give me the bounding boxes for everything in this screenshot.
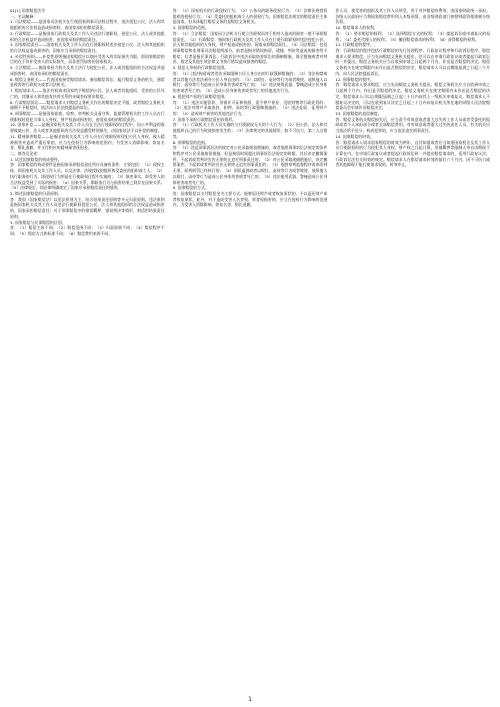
paragraph: 9. 刑事赔偿——是指国家侦查、检察、审判机关及看守所、监狱管理机关的工作人员在行使职权时侵犯当事人人身权、财产权造成损害的，由国家承担的赔偿责任。	[10, 110, 165, 122]
paragraph: 答：国家赔偿以支付赔偿金为主要方式。能够返还财产或者恢复原状的，予以返还财产或者恢复原状。此外，对于造成受害人名誉权、荣誉权损害的，应当在侵权行为影响的范围内，为受害人消除影响、恢复名誉、赔礼道歉。	[172, 191, 328, 208]
paragraph: 作人员，使受害的组织及其工作人员所受、用于对外赔偿的费用，由国家财政统一承担。各级人民政府应当将国家赔偿费用列入本级预算，由各级财政部门按照财政管理体制分级负担。	[335, 8, 491, 25]
paragraph: 答：（1）要求赔偿的权利；（2）选择赔偿方式的权利；（3）提起诉讼或申请复议的权利；（4）委托代理人的权利；（5）撤回赔偿请求的权利；（6）获得赔偿的权利。	[335, 30, 491, 42]
paragraph: 答：（1）违法拘留或者违法采取限制公民人身自由的行政强制措施的；（2）非法拘禁或者以其他方法非法剥夺公民人身自由的；（3）以殴打、虐待等行为或者唆使、放纵他人以殴打、虐待等行为造成公民身体伤害或者死亡的；（4）违法使用武器、警械造成公民身体伤害或者死亡的；（5）造成公民身体伤害或者死亡的其他违法行为。	[172, 70, 328, 94]
paragraph: 3. 国家赔偿责任——国家机关及其工作人员在行使职权时违法侵犯公民、法人和其他组织的合法权益造成损害的，国家应当承担的赔偿责任。	[10, 42, 165, 54]
column-1	[10, 8, 165, 696]
paragraph: 答：我国《国家赔偿法》以违法原则为主，结合结果责任原则等多元归责原则。违法原则是指国家机关及其工作人员违法行使职权侵犯公民、法人和其他组织的合法权益造成损害的，国家承担赔偿责任；对于刑事赔偿中的错误羁押、错误判决等情形，则适用结果责任原则。	[10, 196, 165, 219]
paragraph: 答：（1）立法赔偿：国家因立法机关行使立法职权而对于相对人造成的损害一般不承担赔偿责任。（2）行政赔偿：指国家行政机关及其工作人员在行使行政职权时违法侵犯公民、法人和其他组织的人身权、财产权造成损害的，国家承担赔偿责任。（3）司法赔偿：包括刑事赔偿和非刑事司法赔偿两部分，前者是指对错误拘留、逮捕、判决等造成的损害给予赔偿；后者是指民事诉讼、行政诉讼中违法采取妨害诉讼的强制措施、保全措施或者对判决、裁定及其他生效法律文书执行错误造成损害的赔偿。	[172, 30, 328, 65]
paragraph: 5. 侵犯人身权的行政赔偿范围。	[172, 65, 229, 71]
paragraph: 二、简答及论述：	[10, 150, 42, 156]
paragraph: 答：（1）违法实施罚款、吊销许可证和执照、责令停产停业、没收财物等行政处罚的；（2）违法对财产采取查封、扣押、冻结等行政强制措施的；（3）违法征收、征用财产的；（4）造成财产损害的其他违法行为。	[172, 99, 328, 116]
paragraph: 1. 试述国家赔偿的构成要件。	[10, 156, 62, 162]
text-columns	[10, 8, 490, 696]
paragraph: 7. 赔偿请求人——依法有权请求国家给予赔偿的公民、法人或者其他组织，受害的公民死亡的，其继承人和其他有扶养关系的亲属有权要求赔偿。	[10, 88, 165, 99]
page-number: 1	[248, 696, 252, 703]
paragraph: 7. 国家不承担行政赔偿责任的情形。	[172, 116, 236, 122]
paragraph: 4. 补偿性原则——补偿性原则指国家赔偿应以填补受害人的实际损失为限，即国家赔偿的目的在于弥补受害人的实际损失，而非惩罚加害的国家机关。	[10, 53, 165, 65]
paragraph: 2. 简述国家赔偿的归责原则。	[10, 191, 62, 196]
column-3	[335, 8, 490, 696]
paragraph: 答：（1）赔偿主体不同；（2）赔偿范围不同；（3）归责原则不同；（4）赔偿程序不同；（5）赔偿方式和标准不同；（6）赔偿费用来源不同。	[10, 225, 165, 237]
paragraph: 2. 行政赔偿——是指国家行政机关及其工作人员违法行使职权，侵犯公民、法人或其他组织的合法权益并造成损害，由国家承担的赔偿责任。	[10, 30, 165, 42]
paragraph: 答：赔偿请求人请求国家赔偿的时效为两年，自其知道或者应当知道国家机关及其工作人员行使职权时的行为侵犯其人身权、财产权之日起计算，但被羁押等限制人身自由期间不计算在内。在申请行政复议或者提起行政诉讼时一并提出赔偿请求的，适用行政复议法、行政诉讼法有关时效的规定。赔偿请求人在赔偿请求时效的最后六个月内，因不可抗力或者其他障碍不能行使请求权的，时效中止。	[335, 139, 491, 168]
paragraph: 12. 刑事赔偿的程序。	[335, 76, 374, 82]
paragraph: 一、名词解释：	[10, 13, 38, 19]
paragraph: 10. 赔偿请求人的权利。	[335, 25, 378, 31]
paragraph: 答：国家赔偿的构成要件是指国家承担赔偿责任所应具备的条件，主要包括：（1）侵权主体，即国家机关及其工作人员，以及法律、法规授权的组织和受委托的组织或个人；（2）执行职务的行为，即侵权行为须是在行使职权过程中实施的；（3）损害事实，即受害人的合法权益受到了实际的损害；（4）因果关系，即职务行为与损害结果之间存在因果关系；（5）法律规定，即法律明确规定了国家应承担赔偿责任的情形。	[10, 162, 165, 191]
paragraph: 答：行政赔偿的程序包括行政赔偿的先行处理程序、行政复议程序和行政诉讼程序。赔偿请求人要求赔偿，应当先向赔偿义务机关提出，也可以在申请行政复议或者提起行政诉讼时一并提出。赔偿义务机关应当自收到申请之日起两个月内，作出是否赔偿的决定。赔偿义务机关在规定期限内未作出是否赔偿的决定，赔偿请求人可以自期限届满之日起三个月内，向人民法院提起诉讼。	[335, 48, 491, 76]
paragraph: 6. 侵犯财产权的行政赔偿范围。	[172, 93, 229, 99]
paragraph: 14. 国家赔偿的时效。	[335, 133, 374, 139]
paragraph: 5. 立法赔偿——指国家权力机关及其立法行为侵犯公民、法人或其他组织的合法权益并造成损害时，由国家承担的赔偿责任。	[10, 65, 165, 76]
paragraph: 6. 赔偿义务机关——代表国家接受赔偿请求、参加赔偿诉讼、履行赔偿义务的机关，通常是致害的行政机关或者司法机关。	[10, 76, 165, 88]
paragraph: 答：赔偿请求人要求赔偿，应当先向赔偿义务机关提出。赔偿义务机关应当自收到申请之日起两个月内，作出是否赔偿的决定。赔偿义务机关在规定期限内未作出是否赔偿的决定，赔偿请求人可以自期限届满之日起三十日内向其上一级机关申请复议。赔偿请求人不服复议决定的，可以在收到复议决定之日起三十日内向复议机关所在地的同级人民法院赔偿委员会申请作出赔偿决定。	[335, 82, 491, 111]
paragraph: 3. 国家赔偿与民事赔偿的区别。	[10, 219, 66, 225]
paragraph: 答：（1）违反刑事诉讼法的规定对公民采取拘留措施的，或者依照刑事诉讼法规定的条件和程序对公民采取拘留措施，但是拘留时间超过刑事诉讼法规定的时限，其后决定撤销案件、不起诉或者判决宣告无罪终止追究刑事责任的；（2）对公民采取逮捕措施后，决定撤销案件、不起诉或者判决宣告无罪终止追究刑事责任的；（3）依照审判监督程序再审改判无罪，原判刑罚已经执行的；（4）刑讯逼供或者以殴打、虐待等行为或者唆使、放纵他人以殴打、虐待等行为造成公民身体伤害或者死亡的；（5）违法使用武器、警械造成公民身体伤害或者死亡的。	[172, 145, 328, 185]
column-2	[173, 8, 328, 696]
paragraph: 11. 精神损害赔偿——是指国家机关及其工作人员在行使职权时侵犯公民人身权，致人精神损害并造成严重后果的，应当在侵权行为影响的范围内，为受害人消除影响、恢复名誉、赔礼道歉，并支付相应的精神损害抚慰金。	[10, 133, 165, 151]
paragraph: 10. 国家补偿——是指国家机关及其工作人员在合法行使职权的过程中，因公共利益的需要致使公民、法人或者其他组织的合法权益遭受特别损失，由国家依法予以补偿的制度。	[10, 122, 165, 134]
paragraph: 8. 刑事赔偿的范围。	[172, 139, 209, 145]
paragraph: 答：（1）国家机关的行政侵权行为；（2）公务员的职务侵权行为；（3）法律法规授权组织的侵权行为；（4）受委托的组织或个人的侵权行为。国家赔偿法规定的赔偿责任主体是国家，但具体履行赔偿义务的是赔偿义务机关。	[172, 8, 328, 25]
paragraph: 答：赔偿义务机关赔偿损失后，应当责令有故意或者重大过失的工作人员或者受委托的组织或者个人承担部分或者全部赔偿费用。对有故意或者重大过失的责任人员，有关机关应当依法给予处分；构成犯罪的，应当依法追究刑事责任。	[335, 116, 491, 134]
paragraph: 8. 行政赔偿诉讼——赔偿请求人对赔偿义务机关作出的赔偿决定不服，或者赔偿义务机关逾期不予赔偿时，依法向人民法院提起的诉讼。	[10, 99, 165, 111]
paragraph: 4. 国家赔偿的范围。	[172, 25, 209, 31]
paragraph: 01[1] 国家赔偿法学	[10, 8, 46, 13]
paragraph: 答：（1）行政机关工作人员实施的与行使职权无关的个人行为；（2）因公民、法人和其他组织自己的行为致使损害发生的；（3）法律规定的其他情形，如不可抗力、第三人过错等。	[172, 122, 328, 139]
paragraph: 1. 司法赔偿——是国家司法机关在行使国家刑事司法权过程中，违法侵犯公民、法人和其他组织的合法权益造成损害时，由国家承担的赔偿责任。	[10, 19, 165, 31]
paragraph: 13. 国家赔偿的追偿制度。	[335, 110, 382, 116]
paragraph: 11. 行政赔偿的程序。	[335, 42, 374, 48]
paragraph: 9. 国家赔偿的方式。	[172, 185, 209, 191]
